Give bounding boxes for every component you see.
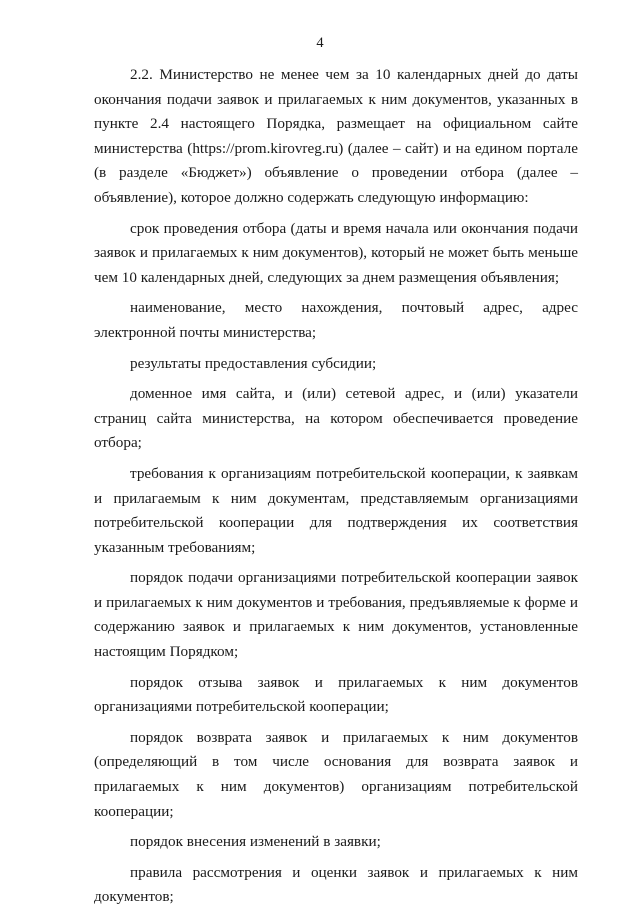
paragraph-2-2: 2.2. Министерство не менее чем за 10 календарных дней до даты окончания подачи заявок и прилагаемых к ним документов, указанных в пункте 2.4 настоящего Порядка, размещает на официальном сайте министерства (https://prom.kirovreg.ru) (далее – сайт) и на едином портале (в разделе «Бюджет») объявление о проведении отбора (далее – объявление), которое должно содержать следующую информацию:: [94, 66, 578, 206]
list-item-domain-name: доменное имя сайта, и (или) сетевой адрес, и (или) указатели страниц сайта министерства, на котором обеспечивается проведение отбора;: [94, 385, 578, 452]
list-item-return-procedure: порядок возврата заявок и прилагаемых к ним документов (определяющий в том числе основания для возврата заявок и прилагаемых к ним документов) организациям потребительской кооперации;: [94, 728, 578, 820]
list-item-requirements: требования к организациям потребительской кооперации, к заявкам и прилагаемым к ним документам, представляемым организациями потребительской кооперации для подтверждения их соответствия указанным требованиям;: [94, 464, 578, 556]
list-item-submission-procedure: порядок подачи организациями потребительской кооперации заявок и прилагаемых к ним документов и требования, предъявляемые к форме и содержанию заявок и прилагаемых к ним документов, установленные настоящим Порядком;: [94, 569, 578, 661]
list-item-review-rules: правила рассмотрения и оценки заявок и прилагаемых к ним документов;: [94, 863, 578, 906]
list-item-amendment-procedure: порядок внесения изменений в заявки;: [130, 833, 381, 851]
document-body: [94, 63, 578, 916]
page-number: 4: [316, 35, 324, 51]
list-item-selection-period: срок проведения отбора (даты и время начала или окончания подачи заявок и прилагаемых к ним документов), который не может быть меньше чем 10 календарных дней, следующих за днем размещения объявления;: [94, 219, 578, 286]
list-item-withdrawal-procedure: порядок отзыва заявок и прилагаемых к ним документов организациями потребительской кооперации;: [94, 673, 578, 716]
list-item-subsidy-results: результаты предоставления субсидии;: [130, 354, 377, 372]
list-item-ministry-address: наименование, место нахождения, почтовый адрес, адрес электронной почты министерства;: [94, 299, 578, 341]
